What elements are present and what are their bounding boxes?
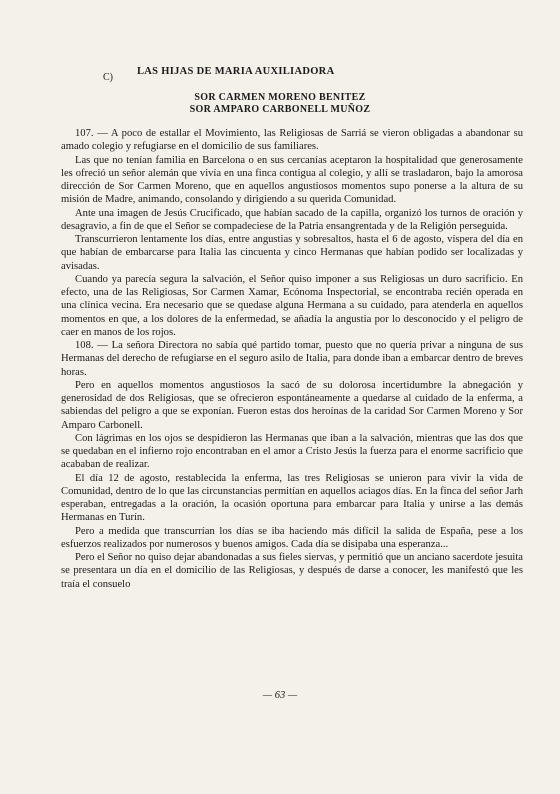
- body-text: [61, 127, 523, 591]
- paragraph: Ante una imagen de Jesús Crucificado, que habían sacado de la capilla, organizó los turnos de oración y desagravio, a fin de que el Señor se compadeciese de la Patria ensangrentada y de la Religión perseguida.: [61, 207, 523, 232]
- paragraph: El día 12 de agosto, restablecida la enferma, las tres Religiosas se unieron para vivir la vida de Comunidad, dentro de lo que las circunstancias permitían en aquellos aciagos días. En la finca del señor Jarh esperaban, entregadas a la oración, la ocasión oportuna para embarcar para Italia y unirse a las demás Hermanas en Turín.: [61, 472, 523, 524]
- paragraph-107: 107. — A poco de estallar el Movimiento, las Religiosas de Sarriá se vieron obligadas a abandonar su amado colegio y refugiarse en el domicilio de sus familiares.: [61, 128, 523, 153]
- margin-mark: C): [103, 72, 113, 83]
- paragraph: Transcurrieron lentamente los días, entre angustias y sobresaltos, hasta el 6 de agosto, víspera del día en que habían de embarcarse para Italia las cincuenta y cinco Hermanas que habían podido ser localizadas y avisadas.: [61, 234, 523, 272]
- section-title: LAS HIJAS DE MARIA AUXILIADORA: [137, 66, 335, 77]
- paragraph: Las que no tenían familia en Barcelona o en sus cercanías aceptaron la hospitalidad que generosamente les ofreció un señor alemán que vivía en una finca contigua al colegio, y allí se trasladaron, bajo la amorosa dirección de Sor Carmen Moreno, que en aquellos angustiosos momentos supo ponerse a la altura de su misión de Madre, animando, consolando y dirigiendo a su querida Comunidad.: [61, 154, 523, 206]
- subtitle-name-1: SOR CARMEN MORENO BENITEZ: [194, 92, 366, 103]
- paragraph: Pero a medida que transcurrían los días se iba haciendo más difícil la salida de España, pese a los esfuerzos realizados por numerosos y buenos amigos. Cada día se disipaba una esperanza...: [61, 525, 523, 550]
- paragraph: Pero en aquellos momentos angustiosos la sacó de su dolorosa incertidumbre la abnegación y generosidad de dos Religiosas, que se ofrecieron espontáneamente a quedarse al cuidado de la enferma, a sabiendas del peligro a que se exponían. Fueron estas dos heroínas de la caridad Sor Carmen Moreno y Sor Amparo Carbonell.: [61, 379, 523, 431]
- page-number: — 63 —: [262, 690, 298, 701]
- subtitle-name-2: SOR AMPARO CARBONELL MUÑOZ: [189, 104, 371, 115]
- paragraph-108: 108. — La señora Directora no sabía qué partido tomar, puesto que no quería privar a ninguna de sus Hermanas del derecho de refugiarse en el seguro asilo de Italia, para donde iban a embarcar dentro de breves horas.: [61, 340, 523, 378]
- paragraph: Pero el Señor no quiso dejar abandonadas a sus fieles siervas, y permitió que un anciano sacerdote jesuita se presentara un día en el domicilio de las Religiosas, y después de darse a conocer, les manifestó que les traía el consuelo: [61, 552, 523, 590]
- paragraph: Cuando ya parecía segura la salvación, el Señor quiso imponer a sus Religiosas un duro sacrificio. En efecto, una de las Religiosas, Sor Carmen Xamar, Ecónoma Inspectorial, se encontraba recién operada en una clínica vecina. Era necesario que se quedase alguna Hermana a su cuidado, para atenderla en aquellos momentos en que, a los dolores de la enfermedad, se añadía la angustia por lo desconocido y el peligro de caer en manos de los rojos.: [61, 273, 523, 338]
- paragraph: Con lágrimas en los ojos se despidieron las Hermanas que iban a la salvación, mientras que las dos que se quedaban en el infierno rojo encontraban en el amor a Cristo Jesús la fuerza para el enorme sacrificio que acababan de realizar.: [61, 432, 523, 471]
